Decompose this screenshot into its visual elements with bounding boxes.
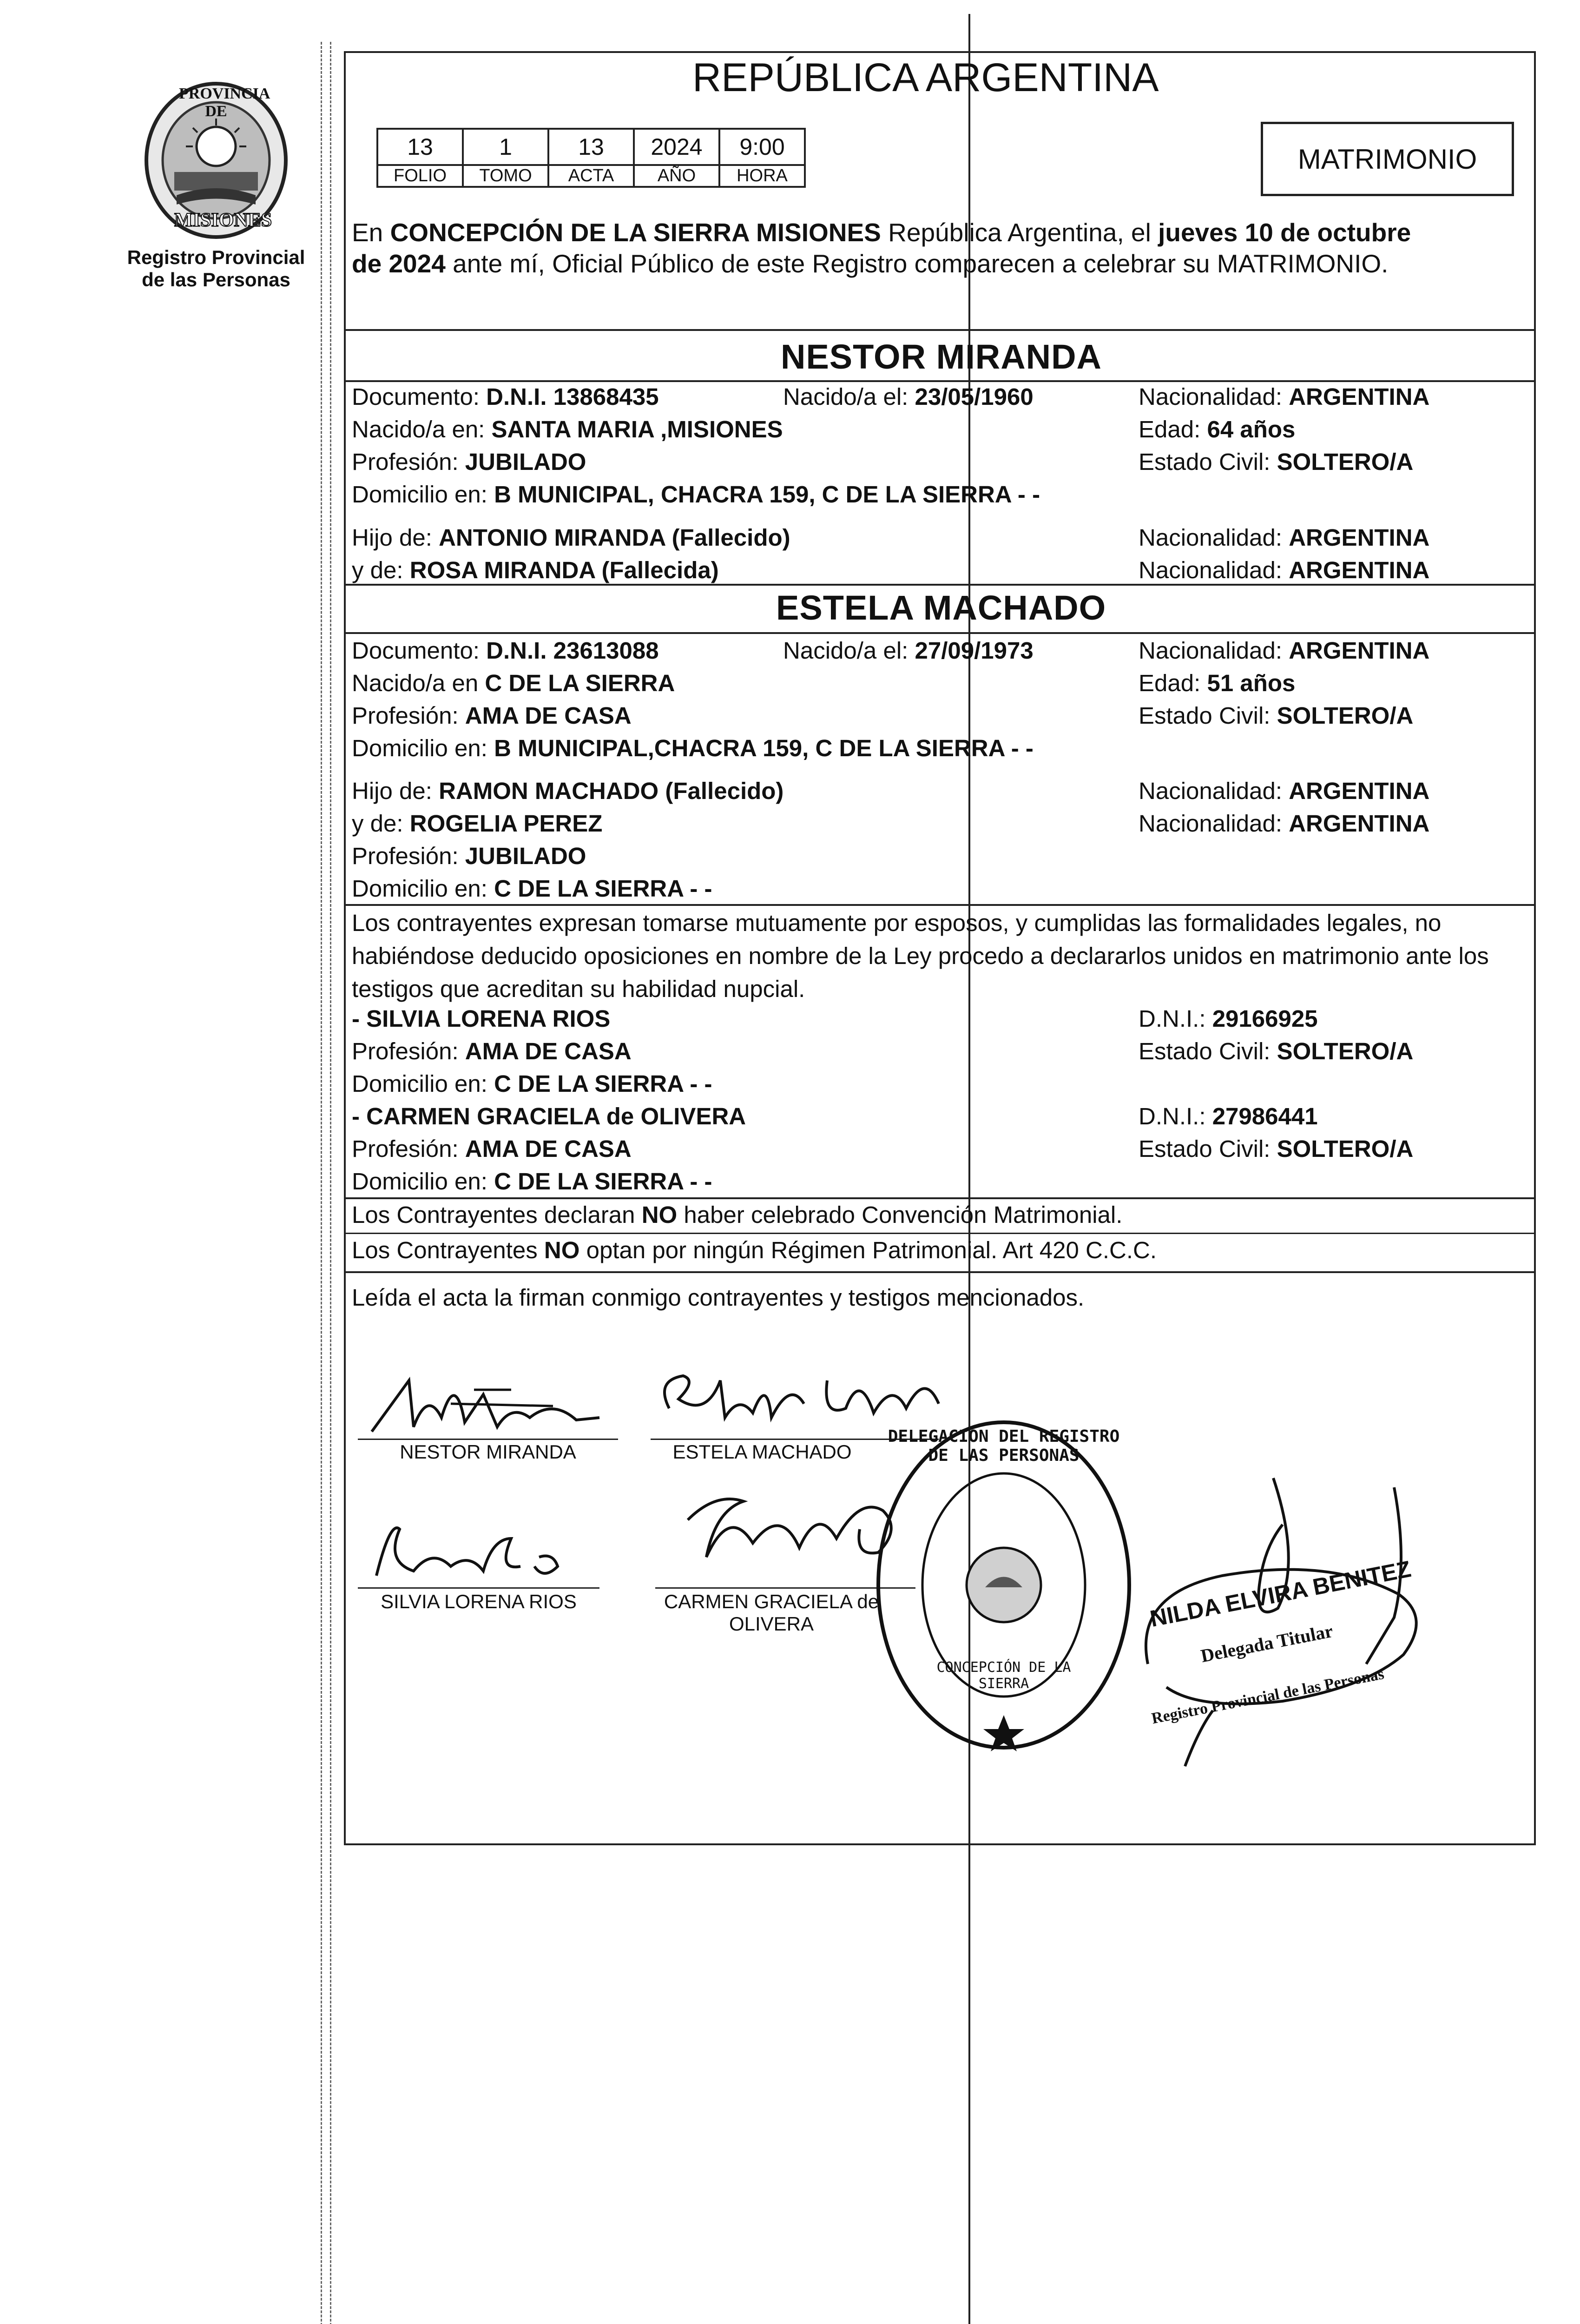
spouse2-prof-label: Profesión: (352, 702, 465, 729)
tomo-value: 1 (463, 129, 548, 165)
spouse1-nat-value: ARGENTINA (1289, 383, 1430, 410)
margin-dash-2 (330, 42, 331, 2324)
witness1-name: - SILVIA LORENA RIOS (352, 1005, 611, 1032)
rule-6 (344, 1197, 1536, 1199)
intro-date-a: jueves 10 de octubre (1158, 218, 1411, 247)
witness2-address-label: Domicilio en: (352, 1168, 494, 1195)
spouse2-name: ESTELA MACHADO (776, 588, 1106, 627)
country-title: REPÚBLICA ARGENTINA (692, 55, 1159, 100)
spouse2-doc (352, 636, 659, 666)
official-org: Registro Provincial de las Personas (1150, 1665, 1386, 1728)
rule-8 (344, 1271, 1536, 1273)
spouse2-nat-value: ARGENTINA (1289, 637, 1430, 664)
regime-l1-b: NO (641, 1202, 678, 1228)
spouse2-birth-label: Nacido/a el: (783, 637, 915, 664)
spouse1-father (352, 523, 790, 553)
spouse1-civil-label: Estado Civil: (1139, 449, 1277, 475)
spouse2-born-in (352, 668, 675, 698)
intro-p1: En (352, 218, 390, 247)
folio-label: FOLIO (377, 165, 463, 187)
regime-line1 (352, 1200, 1122, 1230)
spouse1-civil-value: SOLTERO/A (1277, 449, 1414, 475)
registry-line2: de las Personas (142, 269, 290, 290)
spouse1-nat-label: Nacionalidad: (1139, 383, 1289, 410)
spouse1-address-value: B MUNICIPAL, CHACRA 159, C DE LA SIERRA - - (494, 481, 1040, 508)
spouse2-mother (352, 809, 602, 838)
intro-date-b: de 2024 (352, 249, 446, 278)
sig-caption-1: NESTOR MIRANDA (400, 1441, 576, 1463)
spouse1-doc (352, 382, 659, 412)
spouse1-name: NESTOR MIRANDA (781, 337, 1102, 376)
witness1-dni (1139, 1004, 1318, 1034)
spouse1-born-in (352, 415, 783, 444)
hora-label: HORA (719, 165, 805, 187)
seal-bottom-text: MISIONES (174, 210, 272, 231)
spouse2-age-value: 51 años (1207, 670, 1296, 696)
rule-7 (344, 1233, 1536, 1234)
stamp-inner-text: CONCEPCIÓN DE LA SIERRA (936, 1659, 1071, 1692)
spouse2-born-in-value: C DE LA SIERRA (485, 670, 675, 696)
spouse1-mother-label: y de: (352, 557, 410, 583)
witness2-prof-label: Profesión: (352, 1136, 465, 1162)
spouse2-prof (352, 701, 632, 731)
witness2-prof (352, 1134, 632, 1164)
spouse1-mother-nat-value: ARGENTINA (1289, 557, 1430, 583)
spouse1-address-label: Domicilio en: (352, 481, 494, 508)
spouse2-mother-label: y de: (352, 810, 410, 837)
signature-silvia (358, 1501, 590, 1590)
spouse2-prof-value: AMA DE CASA (465, 702, 632, 729)
spouse2-mother-value: ROGELIA PEREZ (409, 810, 603, 837)
spouse1-age-label: Edad: (1139, 416, 1207, 442)
intro-p3: ante mí, Oficial Público de este Registro comparecen a celebrar su MATRIMONIO. (445, 249, 1389, 278)
hora-value: 9:00 (719, 129, 805, 165)
regime-l1-c: haber celebrado Convención Matrimonial. (677, 1202, 1123, 1228)
registry-stamp-icon (874, 1418, 1134, 1752)
folio-value: 13 (377, 129, 463, 165)
spouse2-civil (1139, 701, 1413, 731)
anio-value: 2024 (634, 129, 719, 165)
sig-line-1 (358, 1439, 618, 1440)
spouse2-father (352, 776, 783, 806)
witness2-dni-label: D.N.I.: (1139, 1103, 1212, 1129)
witness2-dni-value: 27986441 (1212, 1103, 1318, 1129)
spouse2-father-nat-value: ARGENTINA (1289, 778, 1430, 804)
witness2-prof-value: AMA DE CASA (465, 1136, 632, 1162)
intro-line2 (352, 249, 1388, 278)
spouse2-mother-nat-label: Nacionalidad: (1139, 810, 1289, 837)
spouse2-nat (1139, 636, 1429, 666)
sig-line-3 (358, 1587, 599, 1589)
spouse2-mother-nat (1139, 809, 1429, 838)
anio-label: AÑO (634, 165, 719, 187)
spouse2-address (352, 733, 1034, 763)
regime-l2-b: NO (544, 1237, 580, 1263)
rule-3 (344, 584, 1536, 586)
regime-l1-a: Los Contrayentes declaran (352, 1202, 642, 1228)
spouse1-born-in-label: Nacido/a en: (352, 416, 492, 442)
witness1-prof-label: Profesión: (352, 1038, 465, 1064)
act-type: MATRIMONIO (1297, 143, 1477, 175)
act-type-box (1261, 122, 1514, 196)
spouse1-mother (352, 555, 719, 585)
margin-dash-1 (321, 42, 322, 2324)
stamp-ring-text: DELEGACIÓN DEL REGISTRO DE LAS PERSONAS (888, 1427, 1120, 1465)
rule-4 (344, 632, 1536, 634)
witness2-civil (1139, 1134, 1413, 1164)
spouse2-father-nat (1139, 776, 1429, 806)
spouse1-birth-value: 23/05/1960 (915, 383, 1034, 410)
witness2-address-value: C DE LA SIERRA - - (494, 1168, 712, 1195)
spouse1-born-in-value: SANTA MARIA ,MISIONES (491, 416, 783, 442)
spouse1-father-label: Hijo de: (352, 524, 439, 551)
witness2-civil-label: Estado Civil: (1139, 1136, 1277, 1162)
witness1-dni-value: 29166925 (1212, 1005, 1318, 1032)
spouse2-parent-address (352, 874, 712, 904)
official-title: Delegada Titular (1199, 1620, 1335, 1667)
witness1-civil-label: Estado Civil: (1139, 1038, 1277, 1064)
spouse2-birth-value: 27/09/1973 (915, 637, 1034, 664)
spouse2-father-value: RAMON MACHADO (Fallecido) (439, 778, 784, 804)
registry-line1: Registro Provincial (127, 246, 305, 268)
spouse1-civil (1139, 447, 1413, 477)
spouse2-born-in-label: Nacido/a en (352, 670, 485, 696)
spouse1-mother-nat-label: Nacionalidad: (1139, 557, 1289, 583)
witness1-civil (1139, 1037, 1413, 1066)
signature-nestor (358, 1362, 618, 1446)
witness2-dni (1139, 1102, 1318, 1131)
spouse2-parent-address-value: C DE LA SIERRA - - (494, 875, 712, 902)
sig-caption-4a: CARMEN GRACIELA de (664, 1591, 879, 1612)
spouse2-age-label: Edad: (1139, 670, 1207, 696)
spouse1-prof-value: JUBILADO (465, 449, 586, 475)
spouse1-birth-label: Nacido/a el: (783, 383, 915, 410)
intro-place: CONCEPCIÓN DE LA SIERRA MISIONES (390, 218, 881, 247)
rule-1 (344, 329, 1536, 331)
regime-l2-c: optan por ningún Régimen Patrimonial. Art 420 C.C.C. (579, 1237, 1157, 1263)
spouse2-doc-label: Documento: (352, 637, 487, 664)
spouse1-prof-label: Profesión: (352, 449, 465, 475)
witness1-prof-value: AMA DE CASA (465, 1038, 632, 1064)
spouse2-parent-prof-label: Profesión: (352, 843, 465, 869)
rule-5 (344, 904, 1536, 906)
official-name: NILDA ELVIRA BENITEZ (1148, 1556, 1413, 1632)
spouse2-address-value: B MUNICIPAL,CHACRA 159, C DE LA SIERRA - - (494, 735, 1034, 761)
spouse1-father-nat-value: ARGENTINA (1289, 524, 1430, 551)
witness2-civil-value: SOLTERO/A (1277, 1136, 1414, 1162)
sig-caption-4b: OLIVERA (729, 1613, 814, 1635)
spouse2-father-nat-label: Nacionalidad: (1139, 778, 1289, 804)
spouse2-doc-value: D.N.I. 23613088 (486, 637, 659, 664)
seal-top-text: PROVINCIA DE (179, 85, 270, 120)
spouse2-parent-prof-value: JUBILADO (465, 843, 586, 869)
spouse1-age-value: 64 años (1207, 416, 1296, 442)
spouse1-father-nat-label: Nacionalidad: (1139, 524, 1289, 551)
witness1-address (352, 1069, 712, 1099)
spouse2-civil-label: Estado Civil: (1139, 702, 1277, 729)
acta-label: ACTA (548, 165, 634, 187)
spouse2-father-label: Hijo de: (352, 778, 439, 804)
registry-stamp (874, 1418, 1134, 1752)
spouse1-prof (352, 447, 586, 477)
spouse1-doc-value: D.N.I. 13868435 (486, 383, 659, 410)
witness1-civil-value: SOLTERO/A (1277, 1038, 1414, 1064)
spouse1-mother-value: ROSA MIRANDA (Fallecida) (409, 557, 719, 583)
spouse2-mother-nat-value: ARGENTINA (1289, 810, 1430, 837)
spouse1-address (352, 480, 1040, 509)
sig-caption-3: SILVIA LORENA RIOS (381, 1591, 577, 1612)
spouse1-father-nat (1139, 523, 1429, 553)
spouse1-doc-label: Documento: (352, 383, 487, 410)
spouse2-birth (783, 636, 1034, 666)
registry-table (376, 128, 806, 188)
declaration-text: Los contrayentes expresan tomarse mutuamente por esposos, y cumplidas las formalidades legales, no habiéndose deducido oposiciones en nombre de la Ley procedo a declararlos unidos en matrimonio ante los testigos que acreditan su habilidad nupcial. (352, 910, 1489, 1002)
province-seal (137, 77, 295, 244)
witness1-address-value: C DE LA SIERRA - - (494, 1070, 712, 1097)
spouse1-nat (1139, 382, 1429, 412)
spouse1-age (1139, 415, 1295, 444)
closing-text: Leída el acta la firman conmigo contrayentes y testigos mencionados. (352, 1284, 1085, 1311)
spouse2-parent-address-label: Domicilio en: (352, 875, 494, 902)
witness1-dni-label: D.N.I.: (1139, 1005, 1212, 1032)
witness2-name: - CARMEN GRACIELA de OLIVERA (352, 1103, 746, 1129)
spouse1-father-value: ANTONIO MIRANDA (Fallecido) (439, 524, 790, 551)
witness1-prof (352, 1037, 632, 1066)
spouse1-mother-nat (1139, 555, 1429, 585)
tomo-label: TOMO (463, 165, 548, 187)
witness1-address-label: Domicilio en: (352, 1070, 494, 1097)
spouse2-age (1139, 668, 1295, 698)
witness2-address (352, 1167, 712, 1196)
intro-p2: República Argentina, el (881, 218, 1159, 247)
sig-caption-2: ESTELA MACHADO (672, 1441, 852, 1463)
spouse2-nat-label: Nacionalidad: (1139, 637, 1289, 664)
intro-line1 (352, 218, 1411, 247)
acta-value: 13 (548, 129, 634, 165)
regime-l2-a: Los Contrayentes (352, 1237, 544, 1263)
spouse2-civil-value: SOLTERO/A (1277, 702, 1414, 729)
regime-line2 (352, 1235, 1157, 1265)
spouse2-parent-prof (352, 841, 586, 871)
spouse1-birth (783, 382, 1034, 412)
spouse2-address-label: Domicilio en: (352, 735, 494, 761)
